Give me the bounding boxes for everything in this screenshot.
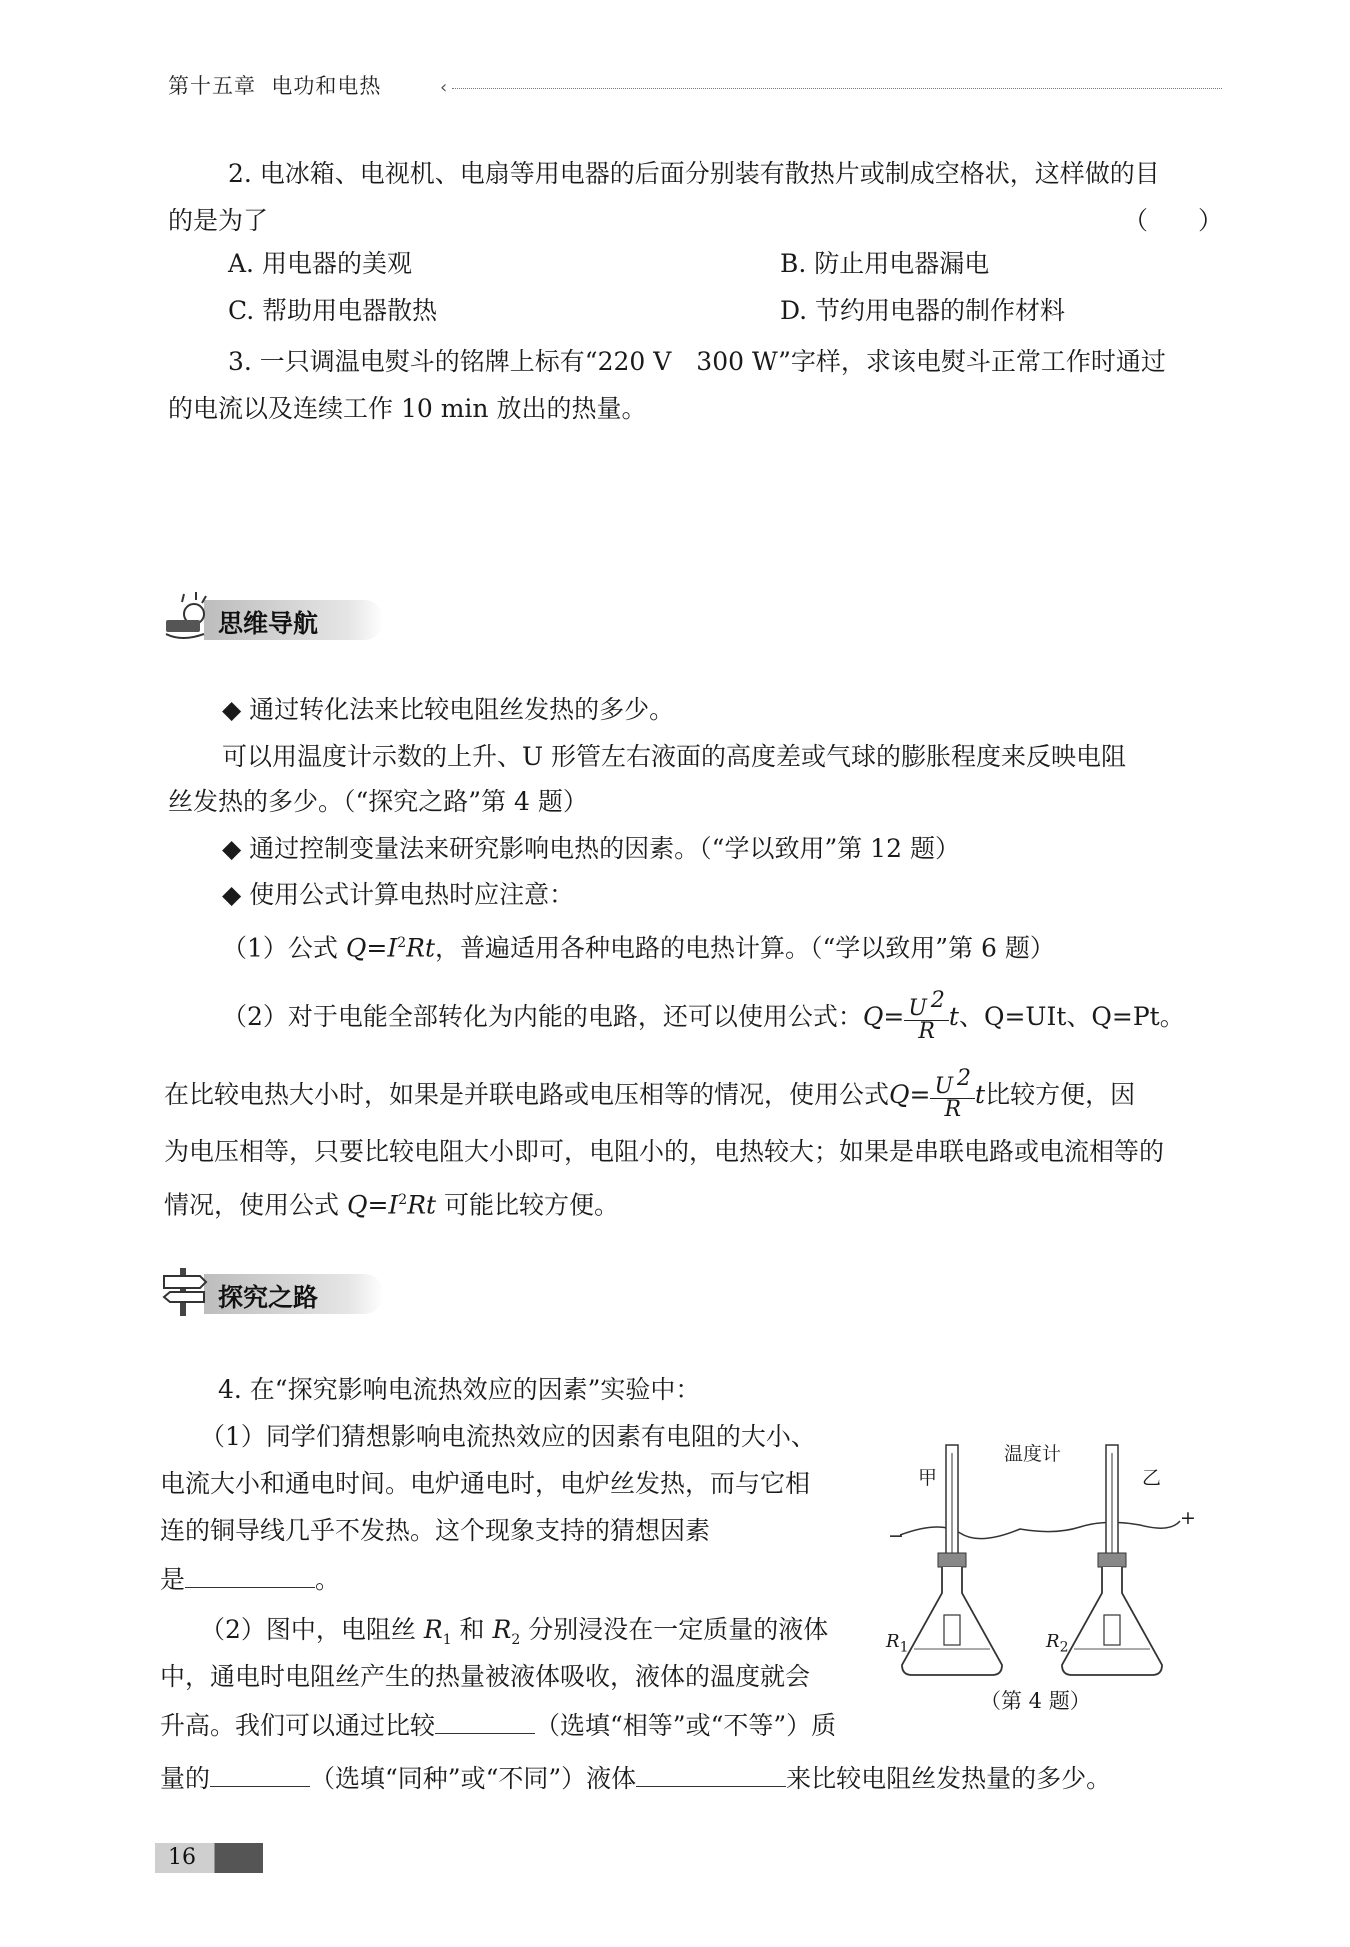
q4-p2-l1: （2）图中，电阻丝 $R_1$ 和 $R_2$ 分别浸没在一定质量的液体 <box>200 1615 829 1648</box>
signpost-icon <box>160 1264 220 1320</box>
chapter-title: 电功和电热 <box>271 74 382 98</box>
q4-p1-l2: 电流大小和通电时间。电炉通电时，电炉丝发热，而与它相 <box>160 1469 811 1498</box>
nav-para2-line1: 在比较电热大小时，如果是并联电路或电压相等的情况，使用公式 Q = $\frac{U 2}{R}$ t 比较方便，因 <box>164 1066 1136 1123</box>
q2-line2: 的是为了 <box>168 206 269 235</box>
answer-blank-4[interactable] <box>636 1760 786 1787</box>
q4-p2-l4: 量的 （选填“同种”或“不同”）液体 来比较电阻丝发热量的多少。 <box>160 1760 1111 1796</box>
section-title-thinking: 思维导航 <box>218 609 319 638</box>
nav-item-1: （1）公式 $Q=I^2Rt$，普遍适用各种电路的电热计算。（“学以致用”第 6 题） <box>222 933 1055 963</box>
q4-p2-l2: 中，通电时电阻丝产生的热量被液体吸收，液体的温度就会 <box>160 1662 811 1691</box>
nav-item-2: （2）对于电能全部转化为内能的电路，还可以使用公式： Q = $\frac{U 2}{R}$ t 、Q=UIt、Q=Pt。 <box>222 988 1185 1045</box>
section-badge-thinking <box>160 590 400 646</box>
lightbulb-icon <box>160 590 220 646</box>
chapter-header <box>168 70 381 100</box>
header-arrow-icon: ‹ <box>440 77 448 98</box>
label-jia: 甲 <box>918 1467 938 1489</box>
page-number: 16 <box>168 1845 196 1870</box>
question-2 <box>168 150 1223 244</box>
section-badge-explore <box>160 1264 400 1320</box>
label-r1: $R_1$ <box>886 1631 909 1656</box>
label-plus: + <box>1180 1507 1196 1529</box>
option-b: B. 防止用电器漏电 <box>780 249 990 278</box>
q2-line1: 2. 电冰箱、电视机、电扇等用电器的后面分别装有散热片或制成空格状，这样做的目 <box>228 159 1160 188</box>
nav-para2-line2: 为电压相等，只要比较电阻大小即可，电阻小的，电热较大；如果是串联电路或电流相等的 <box>164 1137 1165 1166</box>
answer-blank-2[interactable] <box>435 1707 535 1734</box>
label-thermometer: 温度计 <box>1004 1443 1062 1465</box>
nav-bullet-1: ◆ 通过转化法来比较电阻丝发热的多少。 <box>222 695 675 724</box>
q4-p1-l3: 连的铜导线几乎不发热。这个现象支持的猜想因素 <box>160 1516 711 1545</box>
label-minus: − <box>888 1525 904 1547</box>
experiment-figure <box>880 1425 1210 1715</box>
option-a: A. 用电器的美观 <box>228 249 412 278</box>
q3-line2: 的电流以及连续工作 10 min 放出的热量。 <box>168 394 647 423</box>
q4-p2-l3: 升高。我们可以通过比较 （选填“相等”或“不等”）质 <box>160 1707 836 1743</box>
nav-bullet-2: ◆ 通过控制变量法来研究影响电热的因素。（“学以致用”第 12 题） <box>222 834 960 863</box>
figure-caption: （第 4 题） <box>980 1689 1091 1713</box>
question-3 <box>168 338 1223 432</box>
answer-blank-3[interactable] <box>210 1760 310 1787</box>
nav-para1-line1: 可以用温度计示数的上升、U 形管左右液面的高度差或气球的膨胀程度来反映电阻 <box>222 742 1127 771</box>
nav-para2-line3: 情况，使用公式 $Q=I^2Rt$ 可能比较方便。 <box>164 1190 620 1220</box>
option-c: C. 帮助用电器散热 <box>228 296 438 325</box>
section-title-explore: 探究之路 <box>218 1283 319 1312</box>
nav-bullet-3: ◆ 使用公式计算电热时应注意： <box>222 880 575 909</box>
nav-para1-line2: 丝发热的多少。（“探究之路”第 4 题） <box>168 787 588 816</box>
formula-fraction-2: $\frac{U 2}{R}$ <box>930 1068 975 1121</box>
formula-fraction: $\frac{U 2}{R}$ <box>904 990 949 1043</box>
chapter-number: 第十五章 <box>168 74 256 98</box>
option-d: D. 节约用电器的制作材料 <box>780 296 1066 325</box>
label-r2: $R_2$ <box>1046 1631 1069 1656</box>
answer-blank-1[interactable] <box>185 1561 315 1588</box>
header-divider <box>452 88 1222 89</box>
q4-p1-l1: （1）同学们猜想影响电流热效应的因素有电阻的大小、 <box>200 1422 816 1451</box>
q4-intro: 4. 在“探究影响电流热效应的因素”实验中： <box>218 1375 701 1404</box>
q3-line1: 3. 一只调温电熨斗的铭牌上标有“220 V 300 W”字样，求该电熨斗正常工作时通过 <box>228 347 1166 376</box>
answer-paren: （ ） <box>1122 206 1223 235</box>
q4-p1-l4: 是 。 <box>160 1561 340 1597</box>
label-yi: 乙 <box>1142 1467 1162 1489</box>
